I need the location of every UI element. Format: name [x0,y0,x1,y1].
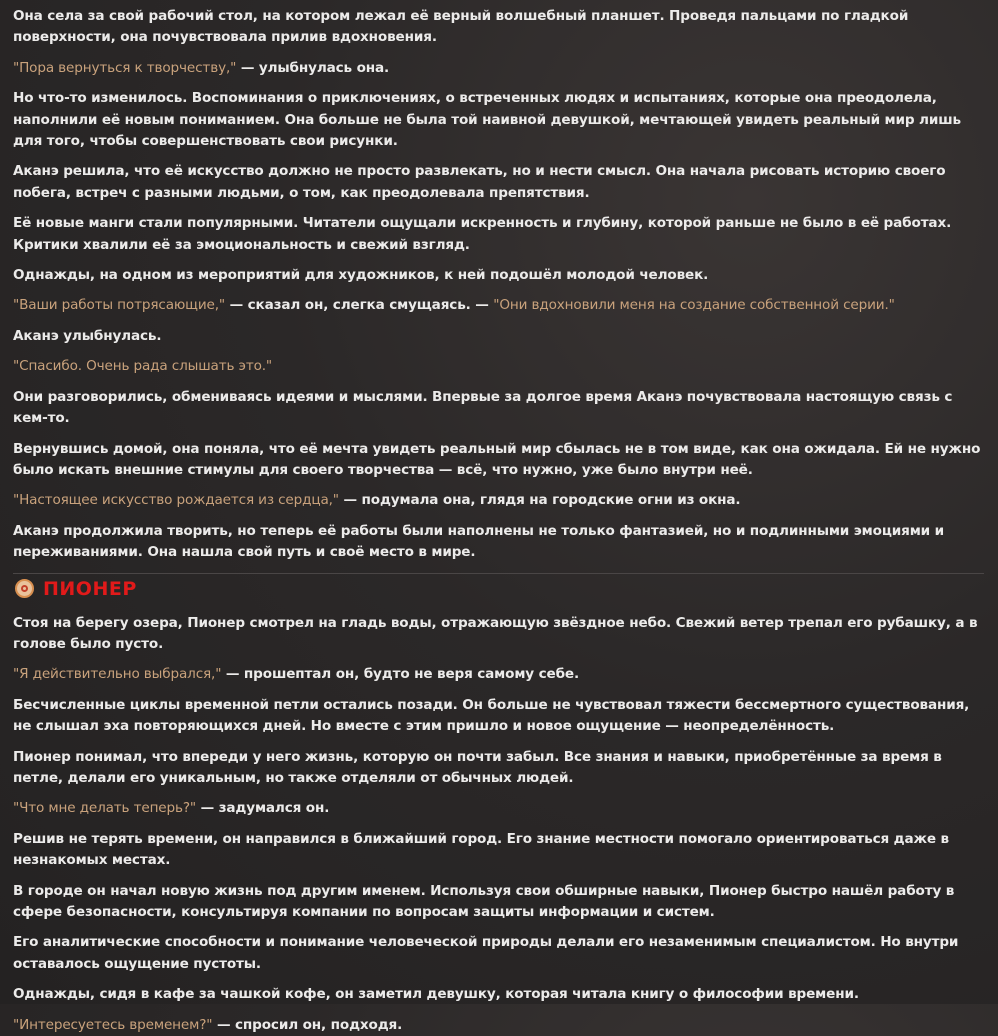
narration-text: В городе он начал новую жизнь под другим именем. Используя свои обширные навыки, Пионер быстро нашёл работу в сфере безопасности, консультируя компании по вопросам защиты информации и систем. [13,882,955,920]
story-paragraph [13,521,984,564]
pioneer-story-section [13,613,984,1036]
dialogue-quote: "Настоящее искусство рождается из сердца," [13,492,339,509]
narration-text: Аканэ улыбнулась. [13,327,162,344]
story-paragraph [13,295,984,316]
narration-text: — спросил он, подходя. [212,1016,403,1033]
narration-text: Вернувшись домой, она поняла, что её мечта увидеть реальный мир сбылась не в том виде, как она ожидала. Ей не нужно было искать внешние стимулы для своего творчества — всё, что нужно, уже было внутри неё. [13,440,981,478]
narration-text: — сказал он, слегка смущаясь. — [225,297,494,314]
narration-text: Пионер понимал, что впереди у него жизнь, которую он почти забыл. Все знания и навыки, приобретённые за время в петле, делали его уникальным, но также отделяли от обычных людей. [13,748,942,786]
narration-text: Решив не терять времени, он направился в ближайший город. Его знание местности помогало ориентироваться даже в незнакомых местах. [13,830,950,869]
dialogue-quote: "Пора вернуться к творчеству," [13,59,237,76]
story-paragraph [13,664,984,685]
story-paragraph [13,88,984,152]
dialogue-quote: "Ваши работы потрясающие," [13,297,225,314]
narration-text: Однажды, сидя в кафе за чашкой кофе, он заметил девушку, которая читала книгу о философии времени. [13,986,859,1003]
narration-text: — задумался он. [196,800,330,817]
section-heading-title: ПИОНЕР [43,577,137,600]
story-paragraph [13,265,984,286]
narration-text: Аканэ решила, что её искусство должно не просто развлекать, но и нести смысл. Она начала рисовать историю своего побега, встреч с разными людьми, о том, как преодолевала препятствия. [13,163,946,201]
story-paragraph [13,695,984,738]
narration-text: Его аналитические способности и понимание человеческой природы делали его незаменимым специалистом. Но внутри оставалось ощущение пустоты. [13,934,959,972]
story-paragraph [13,1015,984,1036]
story-paragraph [13,58,984,79]
story-paragraph [13,6,984,49]
narration-text: Однажды, на одном из мероприятий для художников, к ней подошёл молодой человек. [13,267,709,284]
dialogue-quote: "Спасибо. Очень рада слышать это." [13,358,273,375]
narration-text: — прошептал он, будто не веря самому себе. [221,666,579,683]
story-paragraph [13,613,984,656]
story-paragraph [13,490,984,511]
story-paragraph [13,387,984,430]
narration-text: Они разговорились, обмениваясь идеями и мыслями. Впервые за долгое время Аканэ почувствовала настоящую связь с кем-то. [13,388,953,427]
narration-text: — улыбнулась она. [236,59,390,76]
story-paragraph [13,798,984,819]
story-paragraph [13,984,984,1005]
dialogue-quote: "Что мне делать теперь?" [13,800,197,817]
section-heading-pioneer [15,574,984,604]
akane-story-section [13,6,984,564]
narration-text: Бесчисленные циклы временной петли остались позади. Он больше не чувствовал тяжести бессмертного существования, не слышал эха повторяющихся дней. Но вместе с этим пришло и новое ощущение — неопределённость. [13,696,970,735]
narration-text: Аканэ продолжила творить, но теперь её работы были наполнены не только фантазией, но и подлинными эмоциями и переживаниями. Она нашла свой путь и своё место в мире. [13,522,944,561]
story-paragraph [13,356,984,377]
narration-text: Но что-то изменилось. Воспоминания о приключениях, о встреченных людях и испытаниях, которые она преодолела, наполнили её новым пониманием. Она больше не была той наивной девушкой, мечтающей увидеть реальный мир лишь для того, чтобы совершенствовать свои рисунки. [13,90,961,150]
narration-text: Она села за свой рабочий стол, на котором лежал её верный волшебный планшет. Проведя пальцами по гладкой поверхности, она почувствовала прилив вдохновения. [13,8,909,46]
story-paragraph [13,747,984,790]
story-paragraph [13,213,984,256]
narration-text: Стоя на берегу озера, Пионер смотрел на гладь воды, отражающую звёздное небо. Свежий ветер трепал его рубашку, а в голове было пусто. [13,614,978,652]
compass-badge-icon [15,579,34,598]
narration-text: — подумала она, глядя на городские огни из окна. [338,492,741,509]
story-paragraph [13,439,984,482]
narration-text: Её новые манги стали популярными. Читатели ощущали искренность и глубину, которой раньше не было в её работах. Критики хвалили её за эмоциональность и свежий взгляд. [13,215,952,253]
story-paragraph [13,932,984,975]
dialogue-quote: "Интересуетесь временем?" [13,1016,213,1033]
dialogue-quote: "Я действительно выбрался," [13,666,222,683]
story-paragraph [13,881,984,924]
story-paragraph [13,161,984,204]
story-paragraph [13,326,984,347]
dialogue-quote: "Они вдохновили меня на создание собственной серии." [493,297,895,314]
story-paragraph [13,829,984,872]
